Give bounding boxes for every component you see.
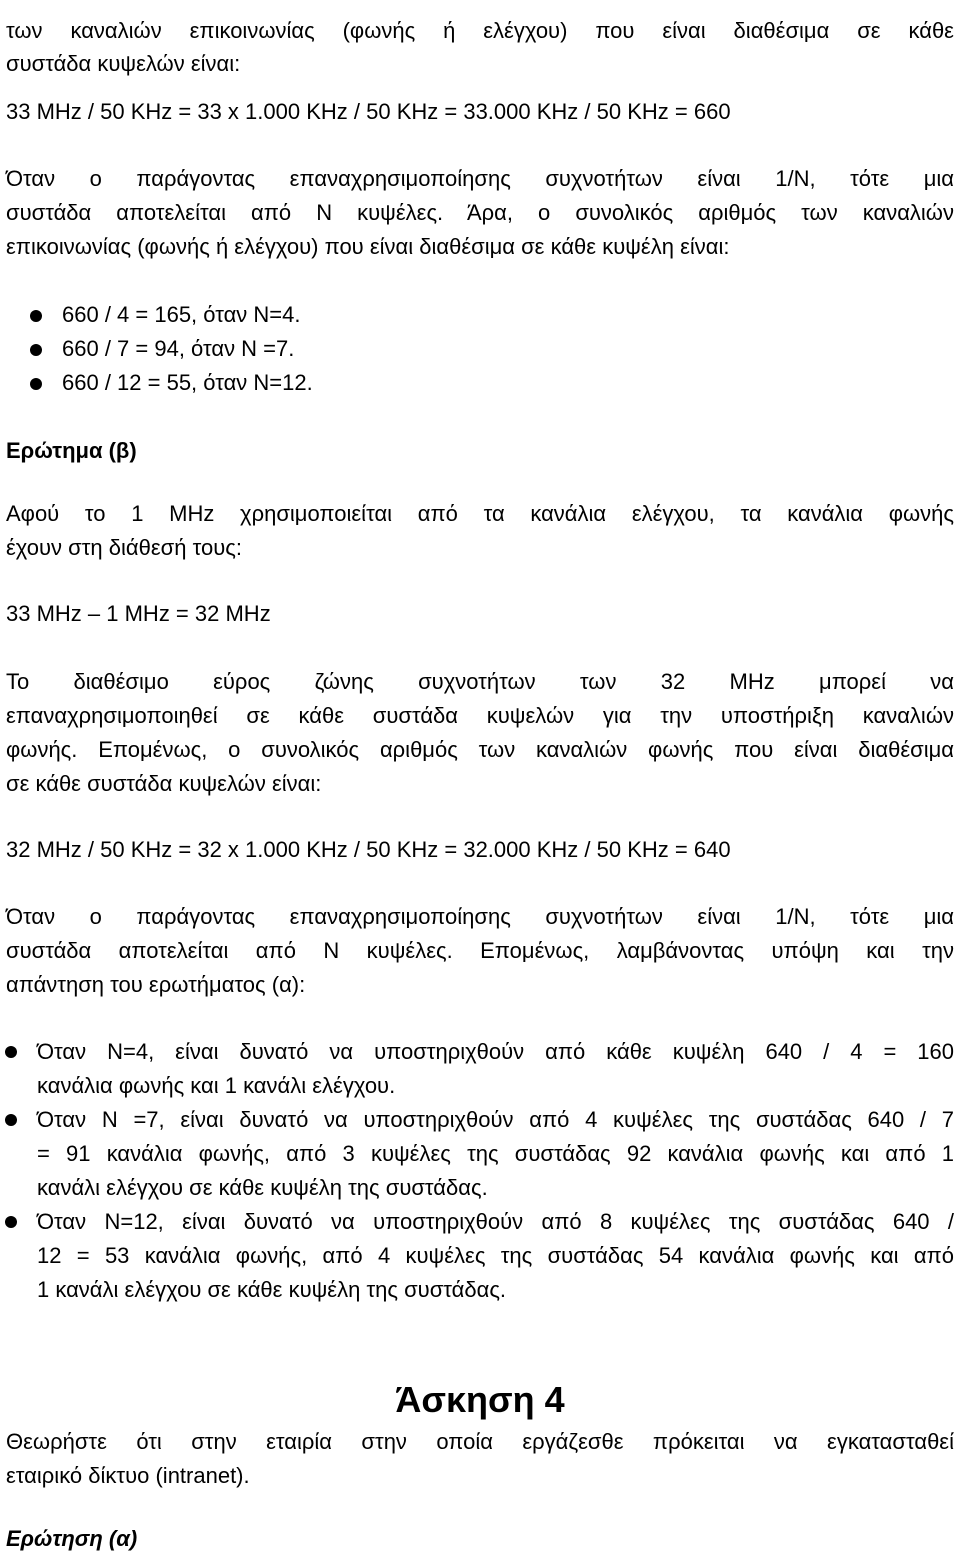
intro-line-2: συστάδα κυψελών είναι: — [6, 51, 241, 76]
list-item: 660 / 4 = 165, όταν N=4. — [62, 302, 301, 327]
bullet-icon — [5, 1114, 17, 1126]
formula-voice-bandwidth: 33 MHz – 1 MHz = 32 MHz — [6, 601, 271, 626]
list-item-line: κανάλι ελέγχου σε κάθε κυψέλη της συστάδας. — [37, 1175, 488, 1200]
bullet-icon — [30, 310, 42, 322]
reuse-paragraph-a-line-1: Όταν ο παράγοντας επαναχρησιμοποίησης συχνοτήτων είναι 1/N, τότε μια — [6, 166, 954, 191]
bandwidth-paragraph-line-1: Το διαθέσιμο εύρος ζώνης συχνοτήτων των 32 MHz μπορεί να — [6, 669, 954, 694]
reuse-paragraph-a-line-3: επικοινωνίας (φωνής ή ελέγχου) που είναι διαθέσιμα σε κάθε κυψέλη είναι: — [6, 234, 730, 259]
bullet-icon — [5, 1216, 17, 1228]
list-item: 660 / 12 = 55, όταν N=12. — [62, 370, 313, 395]
formula-voice-channels: 32 MHz / 50 KHz = 32 x 1.000 KHz / 50 KHz = 32.000 KHz / 50 KHz = 640 — [6, 837, 731, 862]
control-paragraph-line-1: Αφού το 1 MHz χρησιμοποιείται από τα κανάλια ελέγχου, τα κανάλια φωνής — [6, 501, 954, 526]
list-item-line: 1 κανάλι ελέγχου σε κάθε κυψέλη της συστάδας. — [37, 1277, 507, 1302]
list-item-line: Όταν N=12, είναι δυνατό να υποστηριχθούν από 8 κυψέλες της συστάδας 640 / — [37, 1209, 954, 1234]
reuse-paragraph-b-line-2: συστάδα αποτελείται από Ν κυψέλες. Επομένως, λαμβάνοντας υπόψη και την — [6, 938, 954, 963]
list-item-line: Όταν N =7, είναι δυνατό να υποστηριχθούν από 4 κυψέλες της συστάδας 640 / 7 — [37, 1107, 954, 1132]
list-item-line: = 91 κανάλια φωνής, από 3 κυψέλες της συστάδας 92 κανάλια φωνής και από 1 — [37, 1141, 954, 1166]
control-paragraph-line-2: έχουν στη διάθεσή τους: — [6, 535, 242, 560]
reuse-paragraph-a-line-2: συστάδα αποτελείται από Ν κυψέλες. Άρα, ο συνολικός αριθμός των καναλιών — [6, 200, 954, 225]
list-item-line: 12 = 53 κανάλια φωνής, από 4 κυψέλες της συστάδας 54 κανάλια φωνής και από — [37, 1243, 954, 1268]
exercise-4-paragraph-line-1: Θεωρήστε ότι στην εταιρία στην οποία εργάζεσθε πρόκειται να εγκατασταθεί — [6, 1429, 954, 1454]
list-item-line: κανάλια φωνής και 1 κανάλι ελέγχου. — [37, 1073, 396, 1098]
bandwidth-paragraph-line-4: σε κάθε συστάδα κυψελών είναι: — [6, 771, 322, 796]
bandwidth-paragraph-line-3: φωνής. Επομένως, ο συνολικός αριθμός των καναλιών φωνής που είναι διαθέσιμα — [6, 737, 954, 762]
exercise-4-heading: Άσκηση 4 — [395, 1379, 565, 1420]
bullet-icon — [30, 344, 42, 356]
intro-line-1: των καναλιών επικοινωνίας (φωνής ή ελέγχου) που είναι διαθέσιμα σε κάθε — [6, 18, 954, 43]
list-item-line: Όταν N=4, είναι δυνατό να υποστηριχθούν από κάθε κυψέλη 640 / 4 = 160 — [37, 1039, 954, 1064]
reuse-paragraph-b-line-3: απάντηση του ερωτήματος (α): — [6, 972, 306, 997]
list-item: 660 / 7 = 94, όταν N =7. — [62, 336, 295, 361]
question-a-heading: Ερώτηση (α) — [6, 1526, 138, 1551]
bandwidth-paragraph-line-2: επαναχρησιμοποιηθεί σε κάθε συστάδα κυψελών για την υποστήριξη καναλιών — [6, 703, 954, 728]
bullet-icon — [5, 1046, 17, 1058]
exercise-4-paragraph-line-2: εταιρικό δίκτυο (intranet). — [6, 1463, 250, 1488]
formula-total-channels: 33 MHz / 50 KHz = 33 x 1.000 KHz / 50 KHz = 33.000 KHz / 50 KHz = 660 — [6, 99, 731, 124]
reuse-paragraph-b-line-1: Όταν ο παράγοντας επαναχρησιμοποίησης συχνοτήτων είναι 1/N, τότε μια — [6, 904, 954, 929]
question-b-heading: Ερώτημα (β) — [6, 438, 137, 463]
bullet-icon — [30, 378, 42, 390]
